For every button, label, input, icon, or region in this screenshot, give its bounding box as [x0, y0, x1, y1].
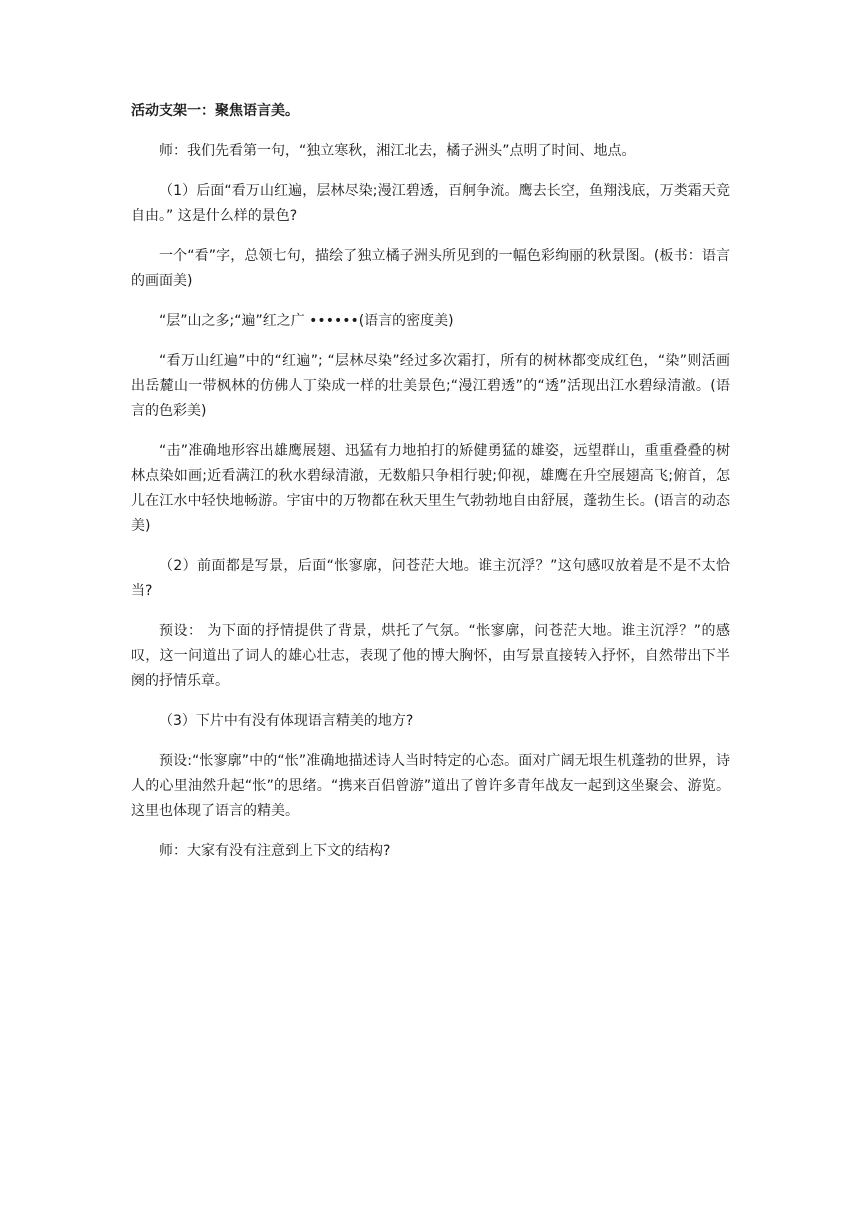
- document-page: [131, 100, 730, 879]
- paragraph-teacher-intro: 师：我们先看第一句，“独立寒秋，湘江北去，橘子洲头”点明了时间、地点。: [159, 143, 636, 159]
- paragraph-color-beauty: “看万山红遍”中的“红遍”; “层林尽染”经过多次霜打，所有的树林都变成红色，“染”则活画出岳麓山一带枫林的仿佛人丁染成一样的壮美景色;“漫江碧透”的“透”活现出江水碧绿清澈。(语言的色彩美): [131, 353, 730, 419]
- paragraph-question-1: （1）后面“看万山红遍，层林尽染;漫江碧透，百舸争流。鹰去长空，鱼翔浅底，万类霜天竞自由。” 这是什么样的景色?: [131, 183, 730, 224]
- section-heading: 活动支架一：聚焦语言美。: [131, 103, 299, 119]
- paragraph-preset-2: 预设:“怅寥廓”中的“怅”准确地描述诗人当时特定的心态。面对广阔无垠生机蓬勃的世界，诗人的心里油然升起“怅”的思绪。“携来百侣曾游”道出了曾许多青年战友一起到这坐聚会、游览。这里也体现了语言的精美。: [131, 753, 730, 819]
- paragraph-density-beauty: “层”山之多;“遍”红之广 ••••••(语言的密度美): [159, 313, 454, 329]
- paragraph-preset-1: 预设： 为下面的抒情提供了背景，烘托了气氛。“怅寥廓，问苍茫大地。谁主沉浮？”的感叹，这一问道出了词人的雄心壮志，表现了他的博大胸怀，由写景直接转入抒怀，自然带出下半阕的抒情乐章。: [131, 623, 730, 689]
- paragraph-teacher-structure: 师：大家有没有注意到上下文的结构?: [159, 843, 391, 859]
- paragraph-look-word: 一个“看”字，总领七句，描绘了独立橘子洲头所见到的一幅色彩绚丽的秋景图。(板书：语言的画面美): [131, 248, 730, 289]
- paragraph-dynamic-beauty: “击”准确地形容出雄鹰展翅、迅猛有力地拍打的矫健勇猛的雄姿，远望群山，重重叠叠的树林点染如画;近看满江的秋水碧绿清澈，无数船只争相行驶;仰视，雄鹰在升空展翅高飞;俯首，怎儿在江水中轻快地畅游。宇宙中的万物都在秋天里生气勃勃地自由舒展，蓬勃生长。(语言的动态美): [131, 443, 730, 534]
- paragraph-question-2: （2）前面都是写景，后面“怅寥廓，问苍茫大地。谁主沉浮？”这句感叹放着是不是不太恰当?: [131, 558, 730, 599]
- paragraph-question-3: （3）下片中有没有体现语言精美的地方?: [159, 713, 414, 729]
